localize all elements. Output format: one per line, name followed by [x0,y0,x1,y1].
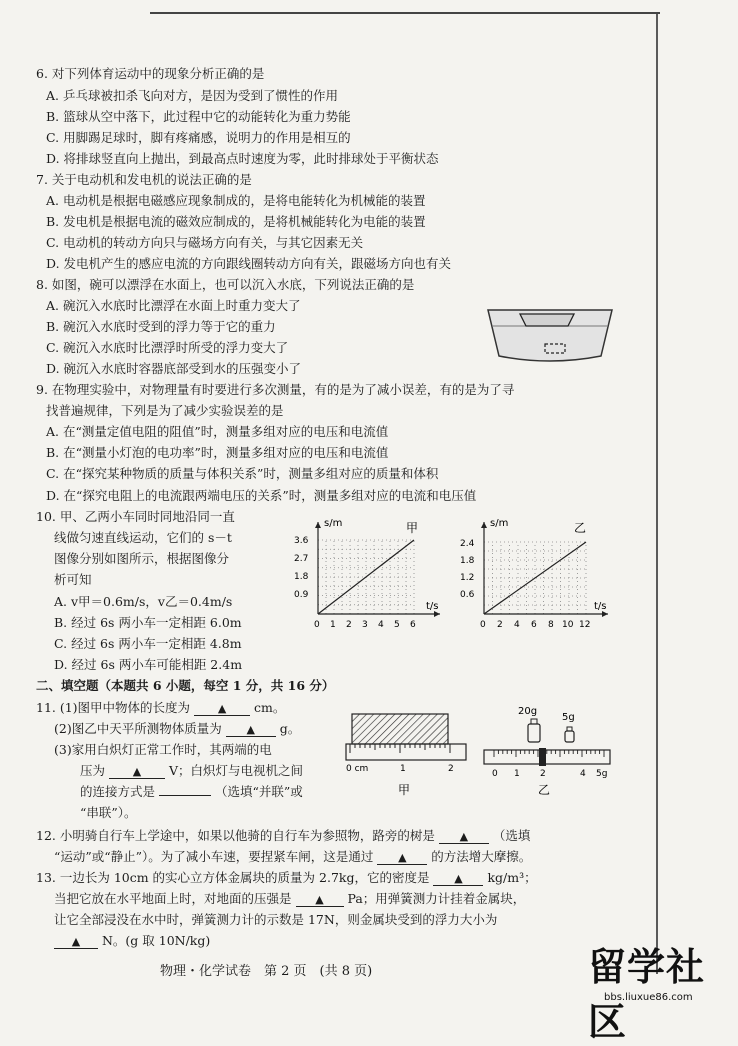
graph-yi-name: 乙 [574,521,587,535]
q7-stem: 7. 关于电动机和发电机的说法正确的是 [36,172,252,187]
q13-line4 [54,931,210,949]
q10-stem-line4: 析可知 [54,572,92,587]
balance-figure [482,704,614,800]
q8-option-a: A. 碗沉入水底时比漂浮在水面上时重力变大了 [46,298,301,313]
q6-option-d: D. 将排球竖直向上抛出，到最高点时速度为零，此时排球处于平衡状态 [46,151,439,166]
q11-blank-voltage[interactable] [109,763,165,779]
q10-option-a: A. v甲＝0.6m/s，v乙＝0.4m/s [54,594,233,609]
q9-option-a: A. 在“测量定值电阻的阻值”时，测量多组对应的电压和电流值 [46,424,389,439]
q9-option-d: D. 在“探究电阻上的电流跟两端电压的关系”时，测量多组对应的电流和电压值 [46,488,477,503]
q7-option-b: B. 发电机是根据电流的磁效应制成的，是将机械能转化为电能的装置 [46,214,426,229]
q13-blank-buoyancy[interactable] [54,933,98,949]
beam-label-0: 0 [492,769,498,779]
q11-part3-text: 压为 [80,763,106,778]
q13-line1 [36,868,537,886]
right-border-line [656,14,658,974]
bowl-figure [484,300,616,370]
floating-bowl [520,314,574,326]
page-footer: 物理・化学试卷 第 2 页 (共 8 页) [160,964,373,979]
graph-yi-ytick: 1.2 [460,573,475,583]
weight-20g-knob [531,719,537,724]
blank-marker: ▲ [132,765,142,778]
q11-part4-cont: （选填“并联”或 [214,784,303,799]
graph-yi-ytick: 2.4 [460,539,475,549]
graph-yi-series-line [484,542,586,614]
q10-stem-line1: 10. 甲、乙两小车同时同地沿同一直 [36,509,235,524]
q13-blank-density[interactable] [433,870,483,886]
q10-stem-line2: 线做匀速直线运动，它们的 s－t [54,530,232,545]
graph-jia-xtick: 2 [346,620,352,630]
q11-part4-text: 的连接方式是 [80,784,156,799]
q6-option-c: C. 用脚踢足球时，脚有疼痛感，说明力的作用是相互的 [46,130,351,145]
q6-stem: 6. 对下列体育运动中的现象分析正确的是 [36,66,265,81]
graph-jia-xtick: 3 [362,620,368,630]
weight-5g [565,731,574,742]
q8-option-c: C. 碗沉入水底时比漂浮时所受的浮力变大了 [46,340,289,355]
q11-part2-text: (2)图乙中天平所测物体质量为 [54,721,222,736]
q11-line6: “串联”）。 [80,805,137,820]
blank-marker: ▲ [398,851,407,864]
q10-option-c: C. 经过 6s 两小车一定相距 4.8m [54,636,242,651]
beam-ticks [494,750,604,757]
q6-option-a: A. 乒乓球被扣杀飞向对方，是因为受到了惯性的作用 [46,88,338,103]
ruler-figure [342,710,470,800]
graph-jia-series-line [318,540,414,614]
q11-blank-length[interactable] [194,700,250,716]
q7-option-c: C. 电动机的转动方向只与磁场方向有关，与其它因素无关 [46,235,364,250]
weight-5g-label: 5g [562,712,575,723]
graph-jia-xtick: 6 [410,620,416,630]
q9-stem-line1: 9. 在物理实验中，对物理量有时要进行多次测量，有的是为了减小误差，有的是为了寻 [36,382,515,397]
q10-stem-line3: 图像分别如图所示，根据图像分 [54,551,230,566]
q13-text1-unit: kg/m³； [487,870,537,885]
q13-line2 [54,889,525,907]
graph-jia-ytick: 1.8 [294,572,309,582]
q9-option-c: C. 在“探究某种物质的质量与体积关系”时，测量多组对应的质量和体积 [46,466,439,481]
q10-option-b: B. 经过 6s 两小车一定相距 6.0m [54,615,242,630]
top-border-line [150,12,660,14]
q11-line3: (3)家用白炽灯正常工作时，其两端的电 [54,742,272,757]
graph-jia-xtick: 0 [314,620,320,630]
balance-figure-label: 乙 [538,783,551,797]
graph-jia-xtick: 4 [378,620,384,630]
graph-yi-y-arrow [481,522,487,528]
q7-option-a: A. 电动机是根据电磁感应现象制成的，是将电能转化为机械能的装置 [46,193,426,208]
graph-jia-xtick: 1 [330,620,336,630]
q13-text2-cont: Pa；用弹簧测力计挂着金属块， [347,891,526,906]
graph-jia [290,514,450,636]
graph-yi-xtick: 8 [548,620,554,630]
blank-marker: ▲ [459,830,469,843]
beam-label-2: 2 [540,769,546,779]
q13-text4: N。(g 取 10N/kg) [101,933,211,948]
q10-option-d: D. 经过 6s 两小车可能相距 2.4m [54,657,243,672]
q8-option-d: D. 碗沉入水底时容器底部受到水的压强变小了 [46,361,302,376]
graph-jia-ytick: 3.6 [294,536,309,546]
q12-blank-motion[interactable] [439,828,489,844]
watermark-title: 留学社区 [588,945,706,1044]
q13-blank-pressure[interactable] [296,891,344,907]
graph-yi-ytick: 0.6 [460,590,475,600]
graph-yi-ytick: 1.8 [460,556,475,566]
graph-yi-ylabel: s/m [490,518,509,529]
balance-rider [539,748,546,766]
ruler-ticks [350,744,450,753]
section-2-heading: 二、填空题（本题共 6 小题，每空 1 分，共 16 分） [36,678,335,693]
q12-line2 [54,847,531,865]
q11-blank-connection[interactable] [159,795,211,796]
beam-label-1: 1 [514,769,520,779]
ruler-figure-label: 甲 [398,783,411,797]
beam-label-4: 4 [580,769,586,779]
q12-text2: “运动”或“静止”）。为了减小车速，要捏紧车闸，这是通过 [54,849,374,864]
q6-option-b: B. 篮球从空中落下，此过程中它的动能转化为重力势能 [46,109,351,124]
graph-yi [456,514,616,636]
q13-text1: 13. 一边长为 10cm 的实心立方体金属块的质量为 2.7kg，它的密度是 [36,870,430,885]
q11-part3-cont: V；白炽灯与电视机之间 [168,763,304,778]
graph-yi-xtick: 6 [531,620,537,630]
blank-marker: ▲ [454,872,463,885]
weight-20g [528,724,540,742]
q11-part1-text: 11. (1)图甲中物体的长度为 [36,700,191,715]
graph-jia-xtick: 5 [394,620,400,630]
q13-text2: 当把它放在水平地面上时，对地面的压强是 [54,891,292,906]
graph-yi-xlabel: t/s [594,601,607,612]
graph-yi-xtick: 2 [497,620,503,630]
q12-text2-end: 的方法增大摩擦。 [431,849,532,864]
graph-yi-xtick: 4 [514,620,520,630]
ruler-body [346,744,466,760]
q12-blank-method[interactable] [377,849,427,865]
q13-line3: 让它全部浸没在水中时，弹簧测力计的示数是 17N，则金属块受到的浮力大小为 [54,912,498,927]
graph-jia-ytick: 0.9 [294,590,309,600]
q12-text1: 12. 小明骑自行车上学途中，如果以他骑的自行车为参照物，路旁的树是 [36,828,435,843]
ruler-tick-2: 2 [448,764,454,774]
q11-part2-unit: g。 [279,721,301,736]
q9-stem-line2: 找普遍规律，下列是为了减少实验误差的是 [46,403,284,418]
q11-line2 [54,719,300,737]
q11-blank-mass[interactable] [226,721,276,737]
q7-option-d: D. 发电机产生的感应电流的方向跟线圈转动方向有关，跟磁场方向也有关 [46,256,452,271]
q11-line1 [36,698,285,716]
q12-line1 [36,826,530,844]
measured-object [352,714,448,744]
weight-20g-label: 20g [518,706,538,717]
blank-marker: ▲ [71,935,81,948]
ruler-tick-1: 1 [400,764,406,774]
graph-jia-ylabel: s/m [324,518,343,529]
blank-marker: ▲ [315,893,324,906]
watermark-url: bbs.liuxue86.com [604,992,693,1003]
q11-line5 [80,782,303,800]
ruler-zero-label: 0 cm [346,764,369,774]
graph-yi-xtick: 12 [579,620,591,630]
q11-part1-unit: cm。 [254,700,286,715]
graph-jia-ytick: 2.7 [294,554,309,564]
q11-line4 [80,761,303,779]
q9-option-b: B. 在“测量小灯泡的电功率”时，测量多组对应的电压和电流值 [46,445,389,460]
graph-jia-name: 甲 [406,521,419,535]
graph-jia-y-arrow [315,522,321,528]
q8-option-b: B. 碗沉入水底时受到的浮力等于它的重力 [46,319,276,334]
blank-marker: ▲ [217,702,227,715]
q12-text1-end: （选填 [492,828,531,843]
graph-yi-xtick: 10 [562,620,574,630]
beam-label-5g: 5g [596,769,608,779]
graph-yi-xtick: 0 [480,620,486,630]
blank-marker: ▲ [246,723,255,736]
watermark-logo [588,936,738,1046]
graph-jia-xlabel: t/s [426,601,439,612]
q8-stem: 8. 如图，碗可以漂浮在水面上，也可以沉入水底，下列说法正确的是 [36,277,415,292]
